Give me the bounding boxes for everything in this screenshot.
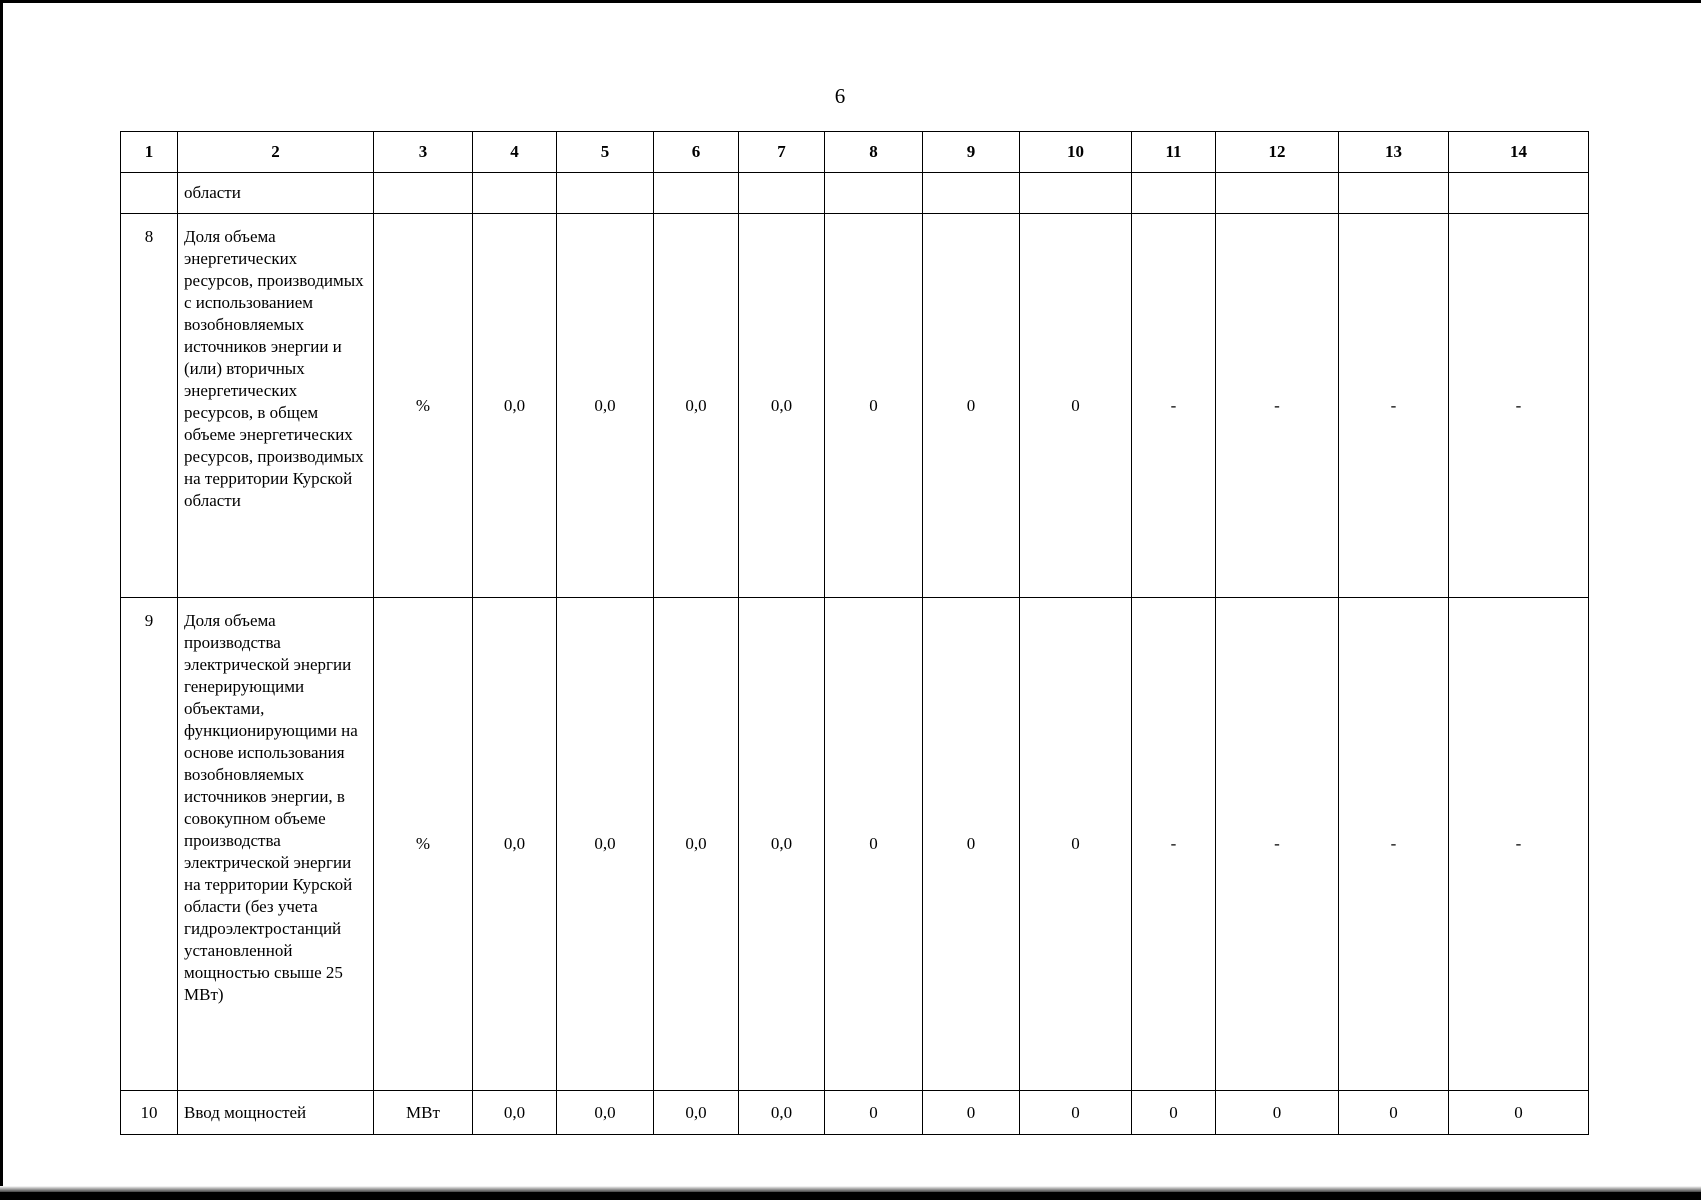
table-row	[121, 214, 1589, 598]
value-cell: 0	[825, 214, 923, 598]
value-cell: 0,0	[739, 214, 825, 598]
table-cell	[1020, 173, 1132, 214]
value-cell: 0,0	[557, 598, 654, 1091]
indicator-name: Доля объема производства электрической энергии генерирующими объектами, функционирующими на основе использования возобновляемых источников энергии, в совокупном объеме производства электрической энергии на территории Курской области (без учета гидроэлектростанций установленной мощностью свыше 25 МВт)	[178, 598, 374, 1091]
value-cell: -	[1449, 214, 1589, 598]
value-cell: 0,0	[654, 598, 739, 1091]
value-cell: 0,0	[739, 1091, 825, 1135]
value-cell: -	[1339, 214, 1449, 598]
column-number-row	[121, 132, 1589, 173]
row-number: 8	[121, 214, 178, 598]
table-cell	[1449, 173, 1589, 214]
page-number: 6	[834, 84, 846, 108]
value-cell: 0	[923, 214, 1020, 598]
value-cell: -	[1132, 598, 1216, 1091]
scan-edge-top	[0, 0, 1701, 3]
column-header: 14	[1449, 132, 1589, 173]
column-header: 7	[739, 132, 825, 173]
scan-edge-bottom	[0, 1192, 1701, 1200]
value-cell: 0	[1339, 1091, 1449, 1135]
row-number: 9	[121, 598, 178, 1091]
value-cell: -	[1216, 214, 1339, 598]
column-header: 11	[1132, 132, 1216, 173]
value-cell: 0	[1020, 214, 1132, 598]
value-cell: 0,0	[739, 598, 825, 1091]
value-cell: 0,0	[654, 214, 739, 598]
value-cell: 0	[825, 1091, 923, 1135]
value-cell: 0,0	[557, 214, 654, 598]
table-cell	[1216, 173, 1339, 214]
table-cell	[739, 173, 825, 214]
scan-edge-left	[0, 0, 3, 1200]
value-cell: 0,0	[473, 1091, 557, 1135]
column-header: 8	[825, 132, 923, 173]
value-cell: 0	[1449, 1091, 1589, 1135]
indicator-name: области	[178, 173, 374, 214]
row-number: 10	[121, 1091, 178, 1135]
table-row	[121, 1091, 1589, 1135]
column-header: 5	[557, 132, 654, 173]
value-cell: -	[1449, 598, 1589, 1091]
continuation-row	[121, 173, 1589, 214]
table-cell	[1132, 173, 1216, 214]
indicator-name: Доля объема энергетических ресурсов, производимых с использованием возобновляемых источников энергии и (или) вторичных энергетических ресурсов, в общем объеме энергетических ресурсов, производимых на территории Курской области	[178, 214, 374, 598]
value-cell: 0,0	[473, 214, 557, 598]
value-cell: 0	[825, 598, 923, 1091]
table-cell	[121, 173, 178, 214]
unit-cell: %	[374, 214, 473, 598]
column-header: 4	[473, 132, 557, 173]
column-header: 10	[1020, 132, 1132, 173]
value-cell: 0	[1020, 1091, 1132, 1135]
column-header: 1	[121, 132, 178, 173]
value-cell: 0	[1132, 1091, 1216, 1135]
indicator-name: Ввод мощностей	[178, 1091, 374, 1135]
value-cell: 0,0	[473, 598, 557, 1091]
table-cell	[473, 173, 557, 214]
column-header: 13	[1339, 132, 1449, 173]
table-cell	[374, 173, 473, 214]
column-header: 9	[923, 132, 1020, 173]
table-cell	[923, 173, 1020, 214]
value-cell: 0	[1216, 1091, 1339, 1135]
column-header: 12	[1216, 132, 1339, 173]
value-cell: -	[1339, 598, 1449, 1091]
table-cell	[557, 173, 654, 214]
value-cell: -	[1132, 214, 1216, 598]
table-cell	[654, 173, 739, 214]
table-cell	[825, 173, 923, 214]
value-cell: 0	[923, 598, 1020, 1091]
table-row	[121, 598, 1589, 1091]
unit-cell: %	[374, 598, 473, 1091]
column-header: 6	[654, 132, 739, 173]
indicators-table	[120, 131, 1589, 1135]
value-cell: 0	[1020, 598, 1132, 1091]
value-cell: 0,0	[654, 1091, 739, 1135]
column-header: 3	[374, 132, 473, 173]
column-header: 2	[178, 132, 374, 173]
value-cell: 0,0	[557, 1091, 654, 1135]
value-cell: -	[1216, 598, 1339, 1091]
unit-cell: МВт	[374, 1091, 473, 1135]
table-cell	[1339, 173, 1449, 214]
value-cell: 0	[923, 1091, 1020, 1135]
